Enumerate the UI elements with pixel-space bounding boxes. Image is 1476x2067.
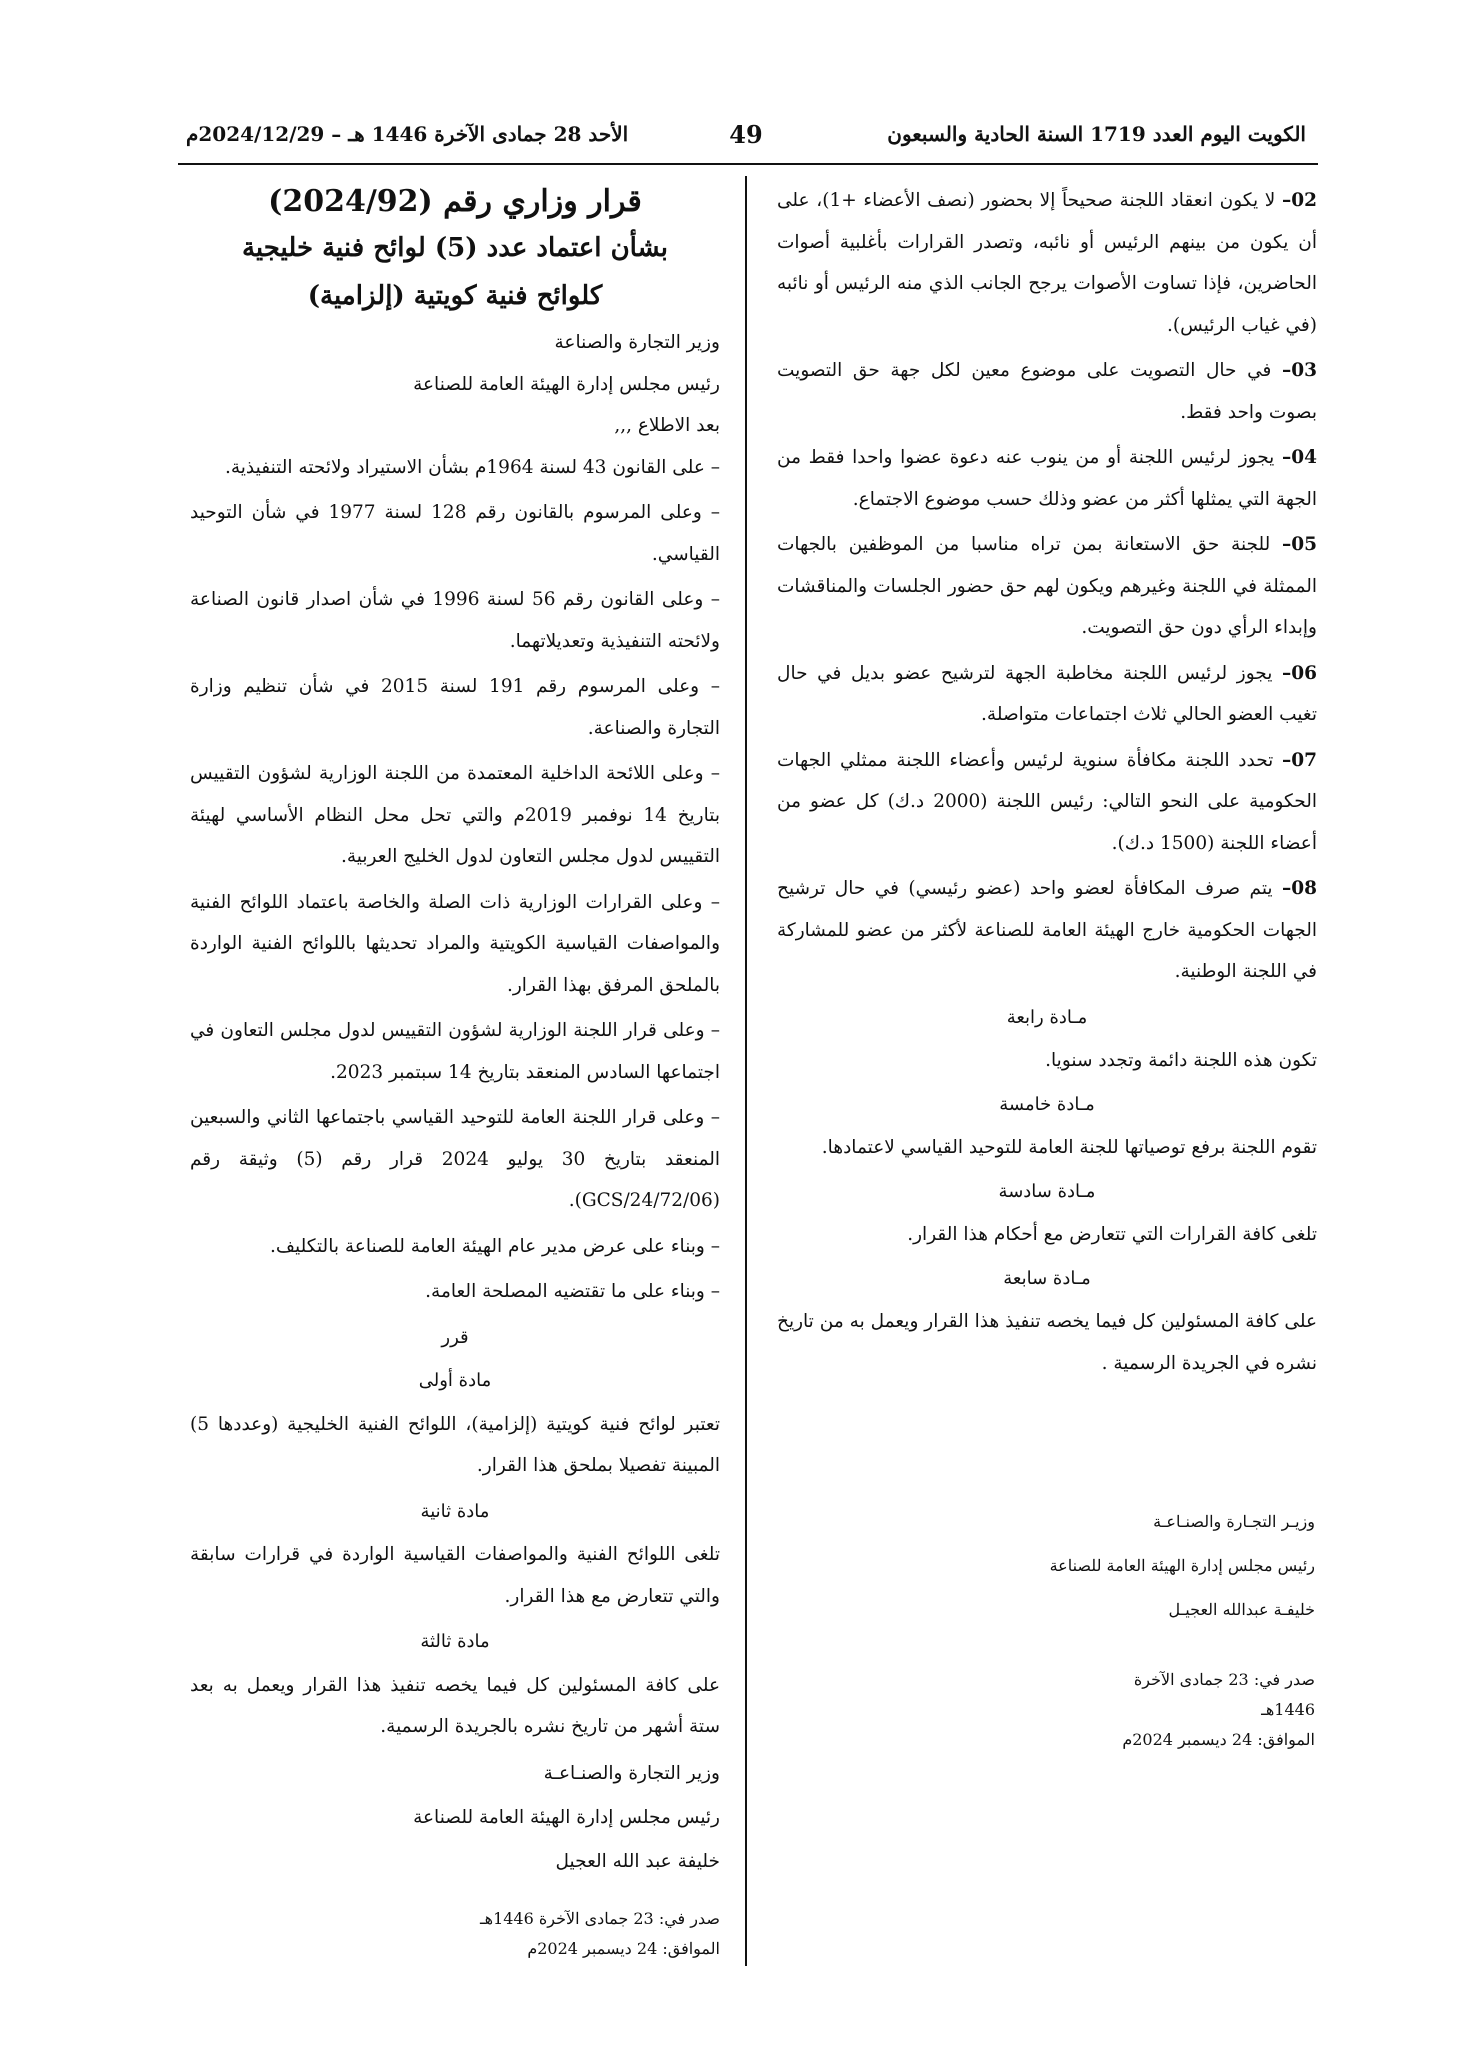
signature-block-right <box>960 1500 1315 1632</box>
signature-name: خليفة عبد الله العجيل <box>555 1850 720 1872</box>
decree-title: قرار وزاري رقم (2024/92) <box>268 184 642 219</box>
intro-after-review: بعد الاطلاع ,,, <box>614 415 720 436</box>
issued-date-hijri: صدر في: 23 جمادى الآخرة 1446هـ <box>1133 1670 1315 1719</box>
issued-date-right <box>1080 1665 1315 1755</box>
preamble-item: – وعلى اللائحة الداخلية المعتمدة من اللجنة الوزارية لشؤون التقييس بتاريخ 14 نوفمبر 2019م والتي تحل محل النظام الأساسي لهيئة التقييس لدول مجلس التعاون لدول الخليج العربية. <box>190 763 720 867</box>
clause-text: للجنة حق الاستعانة بمن تراه مناسبا من الموظفين بالجهات الممثلة في اللجنة وغيرهم ويكون لهم حق حضور الجلسات والمناقشات وإبداء الرأي دون حق التصويت. <box>777 534 1317 638</box>
clause-04 <box>777 437 1317 520</box>
preamble-item: – وعلى قرار اللجنة العامة للتوحيد القياسي باجتماعها الثاني والسبعين المنعقد بتاريخ 30 يوليو 2024 قرار رقم (5) وثيقة رقم (GCS/24/72/06). <box>190 1107 720 1211</box>
preamble-item: – على القانون 43 لسنة 1964م بشأن الاستيراد ولائحته التنفيذية. <box>224 456 720 478</box>
decree-subtitle-2: كلوائح فنية كويتية (إلزامية) <box>307 281 603 311</box>
clause-number: 03– <box>1282 360 1317 381</box>
clause-02 <box>777 180 1317 346</box>
column-divider <box>745 176 747 1966</box>
clause-number: 04– <box>1282 447 1317 468</box>
signature-title: وزيـر التجـارة والصنـاعـة <box>1153 1512 1315 1531</box>
article-6-text: تلغى كافة القرارات التي تتعارض مع أحكام هذا القرار. <box>907 1224 1317 1245</box>
article-4-text: تكون هذه اللجنة دائمة وتجدد سنويا. <box>1045 1050 1317 1071</box>
page-header <box>186 122 1306 154</box>
clause-number: 02– <box>1282 190 1317 211</box>
issued-date-gregorian: الموافق: 24 ديسمبر 2024م <box>527 1938 720 1958</box>
issued-date-gregorian: الموافق: 24 ديسمبر 2024م <box>1122 1730 1315 1749</box>
decree-title-block <box>190 180 720 320</box>
clause-number: 06– <box>1282 662 1317 684</box>
clause-08 <box>777 868 1317 993</box>
preamble-item: – وعلى القانون رقم 56 لسنة 1996 في شأن اصدار قانون الصناعة ولائحته التنفيذية وتعديلاتهما. <box>190 589 721 652</box>
signature-role: رئيس مجلس إدارة الهيئة العامة للصناعة <box>1049 1556 1315 1575</box>
clause-text: يتم صرف المكافأة لعضو واحد (عضو رئيسي) في حال ترشيح الجهات الحكومية خارج الهيئة العامة للصناعة لأكثر من عضو للمشاركة في اللجنة الوطنية. <box>777 878 1317 982</box>
right-column <box>777 180 1317 1388</box>
header-date: الأحد 28 جمادى الآخرة 1446 هـ – 2024/12/29م <box>186 122 629 146</box>
signature-name: خليفـة عبدالله العجيـل <box>1168 1600 1315 1619</box>
clause-03 <box>777 350 1317 433</box>
clause-text: يجوز لرئيس اللجنة مخاطبة الجهة لترشيح عضو بديل في حال تغيب العضو الحالي ثلاث اجتماعات متواصلة. <box>777 662 1317 725</box>
preamble-item: – وبناء على ما تقتضيه المصلحة العامة. <box>425 1281 720 1302</box>
article-3-heading: مادة ثالثة <box>420 1631 490 1652</box>
article-5-text: تقوم اللجنة برفع توصياتها للجنة العامة للتوحيد القياسي لاعتمادها. <box>821 1137 1317 1158</box>
clause-text: يجوز لرئيس اللجنة أو من ينوب عنه دعوة عضوا واحدا فقط من الجهة التي يمثلها أكثر من عضو وذلك حسب موضوع الاجتماع. <box>777 447 1317 510</box>
signature-block-left <box>190 1752 720 1884</box>
header-issue-info: الكويت اليوم العدد 1719 السنة الحادية والسبعون <box>887 122 1306 146</box>
article-7-heading: مـادة سابعة <box>1003 1267 1091 1289</box>
signature-role: رئيس مجلس إدارة الهيئة العامة للصناعة <box>413 1806 720 1828</box>
clause-number: 07– <box>1282 749 1317 771</box>
article-1-text: تعتبر لوائح فنية كويتية (إلزامية)، اللوائح الفنية الخليجية (وعددها 5) المبينة تفصيلا بملحق هذا القرار. <box>190 1413 720 1476</box>
article-2-text: تلغى اللوائح الفنية والمواصفات القياسية الواردة في قرارات سابقة والتي تتعارض مع هذا القرار. <box>190 1544 720 1607</box>
preamble-item: – وعلى القرارات الوزارية ذات الصلة والخاصة باعتماد اللوائح الفنية والمواصفات القياسية الكويتية والمراد تحديثها باللوائح الفنية الواردة بالملحق المرفق بهذا القرار. <box>190 891 720 996</box>
header-rule <box>178 163 1318 165</box>
intro-chairman: رئيس مجلس إدارة الهيئة العامة للصناعة <box>413 373 720 395</box>
article-4-heading: مـادة رابعة <box>1006 1006 1088 1028</box>
article-1-heading: مادة أولى <box>418 1370 492 1391</box>
decided-heading: قرر <box>441 1326 469 1348</box>
article-3-text: على كافة المسئولين كل فيما يخصه تنفيذ هذا القرار ويعمل به بعد ستة أشهر من تاريخ نشره بالجريدة الرسمية. <box>190 1674 720 1737</box>
clause-text: تحدد اللجنة مكافأة سنوية لرئيس وأعضاء اللجنة ممثلي الجهات الحكومية على النحو التالي: رئيس اللجنة (2000 د.ك) كل عضو من أعضاء اللجنة (1500 د.ك). <box>777 749 1317 854</box>
preamble-item: – وعلى المرسوم بالقانون رقم 128 لسنة 1977 في شأن التوحيد القياسي. <box>190 502 720 565</box>
article-5-heading: مـادة خامسة <box>999 1093 1095 1115</box>
article-7-text: على كافة المسئولين كل فيما يخصه تنفيذ هذا القرار ويعمل به من تاريخ نشره في الجريدة الرسمية . <box>777 1311 1317 1374</box>
preamble-item: – وعلى قرار اللجنة الوزارية لشؤون التقييس لدول مجلس التعاون في اجتماعها السادس المنعقد بتاريخ 14 سبتمبر 2023. <box>190 1020 720 1083</box>
clause-text: لا يكون انعقاد اللجنة صحيحاً إلا بحضور (نصف الأعضاء +1)، على أن يكون من بينهم الرئيس أو نائبه، وتصدر القرارات بأغلبية أصوات الحاضرين، فإذا تساوت الأصوات يرجح الجانب الذي منه الرئيس أو نائبه (في غياب الرئيس). <box>777 190 1317 336</box>
preamble-item: – وبناء على عرض مدير عام الهيئة العامة للصناعة بالتكليف. <box>270 1235 720 1257</box>
clause-06 <box>777 653 1317 736</box>
page-number: 49 <box>729 120 763 149</box>
left-column <box>190 180 720 1964</box>
preamble-item: – وعلى المرسوم رقم 191 لسنة 2015 في شأن تنظيم وزارة التجارة والصناعة. <box>190 676 720 739</box>
article-2-heading: مادة ثانية <box>420 1500 490 1522</box>
issued-date-left <box>190 1904 720 1964</box>
article-6-heading: مـادة سادسة <box>998 1180 1096 1202</box>
clause-number: 08– <box>1282 878 1317 899</box>
clause-05 <box>777 524 1317 649</box>
issued-date-hijri: صدر في: 23 جمادى الآخرة 1446هـ <box>479 1908 720 1928</box>
clause-number: 05– <box>1282 534 1317 555</box>
clause-07 <box>777 740 1317 865</box>
intro-minister: وزير التجارة والصناعة <box>554 332 720 353</box>
clause-text: في حال التصويت على موضوع معين لكل جهة حق التصويت بصوت واحد فقط. <box>777 360 1317 423</box>
signature-title: وزير التجارة والصنـاعـة <box>543 1762 720 1784</box>
decree-subtitle: بشأن اعتماد عدد (5) لوائح فنية خليجية <box>241 233 669 263</box>
